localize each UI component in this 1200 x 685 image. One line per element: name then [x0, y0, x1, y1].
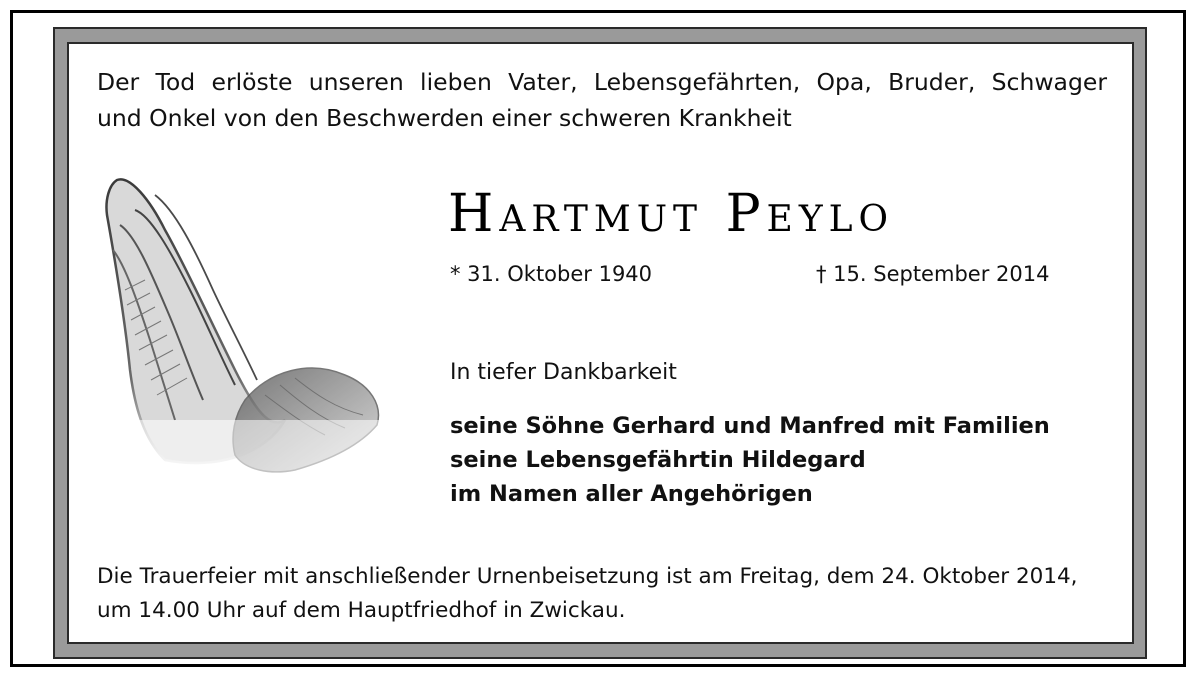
birth-date: * 31. Oktober 1940: [450, 262, 653, 286]
intro-text: [97, 64, 1107, 136]
death-date: † 15. September 2014: [816, 262, 1050, 286]
funeral-info: [97, 560, 1112, 628]
deceased-name: Hartmut Peylo: [448, 184, 895, 244]
funeral-line-1: Die Trauerfeier mit anschließender Urnenbeisetzung ist am Freitag, dem 24. Oktober 2014,: [97, 564, 1078, 589]
intro-line-1: Der Tod erlöste unseren lieben Vater, Lebensgefährten, Opa, Bruder, Schwager: [97, 68, 1107, 96]
mourner-line: seine Söhne Gerhard und Manfred mit Familien: [450, 413, 1050, 439]
gratitude-line: In tiefer Dankbarkeit: [450, 360, 677, 385]
praying-hands-icon: [95, 170, 385, 505]
mourners-list: [450, 409, 1050, 511]
intro-line-2: und Onkel von den Beschwerden einer schweren Krankheit: [97, 104, 792, 132]
funeral-line-2: um 14.00 Uhr auf dem Hauptfriedhof in Zwickau.: [97, 598, 626, 623]
mourner-line: im Namen aller Angehörigen: [450, 481, 813, 507]
mourner-line: seine Lebensgefährtin Hildegard: [450, 447, 866, 473]
